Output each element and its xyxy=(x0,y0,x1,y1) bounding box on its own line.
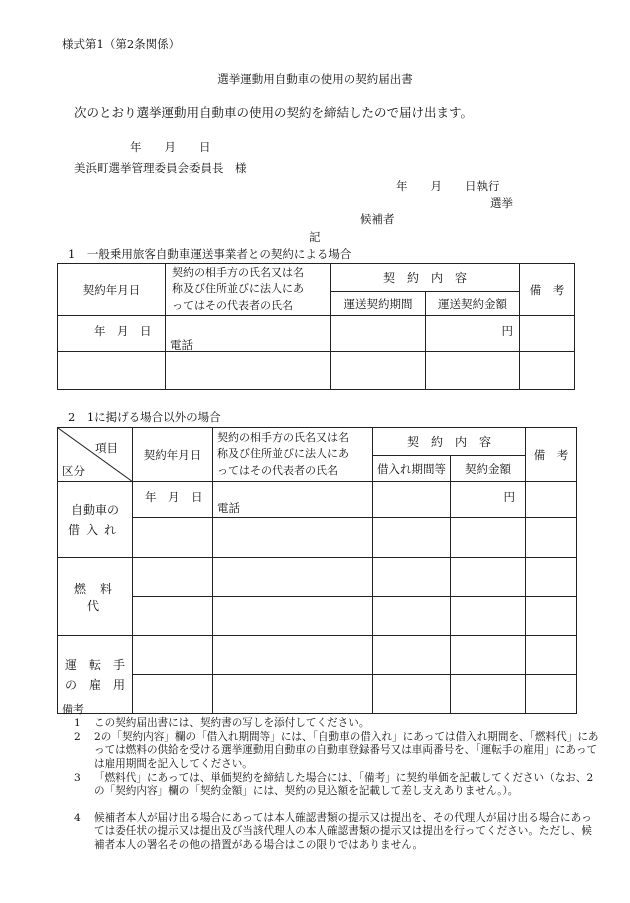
s1-row2-party[interactable] xyxy=(166,352,331,390)
s1-col-content: 契 約 内 容 xyxy=(331,264,520,292)
s1-row1-period[interactable] xyxy=(331,316,426,352)
s2-cat1-row2-amount[interactable] xyxy=(451,518,526,558)
s2-cat3-row2-date[interactable] xyxy=(133,675,213,714)
note-3: 3 「燃料代」にあっては、単価契約を締結した場合には、「備考」に契約単価を記載してください（なお、2の「契約内容」欄の「契約金額」には、契約の見込額を記載して差し支えありません。）。 xyxy=(74,772,594,798)
s1-col-party: 契約の相手方の氏名又は名 称及び住所並びに法人にあ ってはその代表者の氏名 xyxy=(166,264,331,316)
s1-phone-label: 電話 xyxy=(170,338,193,352)
s2-col-amount: 契約金額 xyxy=(451,456,526,482)
s2-cat3-row1-date[interactable] xyxy=(133,636,213,675)
s2-cat3-row2-period[interactable] xyxy=(373,675,451,714)
s1-col-date: 契約年月日 xyxy=(58,264,166,316)
s2-yen-label: 円 xyxy=(503,490,516,504)
s2-header-item: 項目 xyxy=(95,441,118,455)
s2-cat2-row1-period[interactable] xyxy=(373,558,451,597)
s2-cat1-row1-period[interactable] xyxy=(373,482,451,518)
s2-cat2-row1-amount[interactable] xyxy=(451,558,526,597)
s2-col-date: 契約年月日 xyxy=(133,428,213,482)
s2-cat3-row2-amount[interactable] xyxy=(451,675,526,714)
s1-row2-amount[interactable] xyxy=(426,352,520,390)
s1-col-amount: 運送契約金額 xyxy=(426,292,520,316)
s2-corner-cell xyxy=(58,428,133,482)
s1-row1-amount[interactable] xyxy=(426,316,520,352)
s1-yen-label: 円 xyxy=(501,324,514,338)
s2-cat2-row2-remarks[interactable] xyxy=(526,597,577,636)
election-name: 選挙 xyxy=(490,196,513,210)
s2-cat2-row1-party[interactable] xyxy=(213,558,373,597)
s2-cat2-row2-period[interactable] xyxy=(373,597,451,636)
s2-phone-label: 電話 xyxy=(217,501,240,515)
s2-cat1-row1-remarks[interactable] xyxy=(526,482,577,518)
section2-heading: 2 1に掲げる場合以外の場合 xyxy=(68,410,221,424)
s2-cat1-row2-party[interactable] xyxy=(213,518,373,558)
addressee: 美浜町選挙管理委員会委員長 様 xyxy=(74,161,247,175)
section1-heading: 1 一般乗用旅客自動車運送事業者との契約による場合 xyxy=(68,247,352,261)
s1-row1-party[interactable] xyxy=(166,316,331,352)
s2-cat2-row2-party[interactable] xyxy=(213,597,373,636)
s1-date-placeholder: 年 月 日 xyxy=(94,324,152,338)
s1-row2-date[interactable] xyxy=(58,352,166,390)
s2-cat-fuel: 燃料代 xyxy=(58,558,133,636)
s2-cat1-row1-party[interactable] xyxy=(213,482,373,518)
s2-cat-car-rental: 自動車の 借入れ xyxy=(58,482,133,558)
page-title: 選挙運動用自動車の使用の契約届出書 xyxy=(217,72,413,86)
s2-col-content: 契 約 内 容 xyxy=(373,428,526,456)
s2-col-period: 借入れ期間等 xyxy=(373,456,451,482)
s1-row2-remarks[interactable] xyxy=(520,352,575,390)
s1-row1-date[interactable] xyxy=(58,316,166,352)
s2-col-remarks: 備 考 xyxy=(526,428,577,482)
ki-label: 記 xyxy=(309,230,321,244)
s2-cat1-row2-remarks[interactable] xyxy=(526,518,577,558)
candidate-label: 候補者 xyxy=(360,212,395,226)
s2-cat2-row1-remarks[interactable] xyxy=(526,558,577,597)
s2-cat-driver: 運 転 手 の 雇 用 xyxy=(58,636,133,714)
s1-col-remarks: 備 考 xyxy=(520,264,575,316)
s2-cat3-row2-remarks[interactable] xyxy=(526,675,577,714)
note-1: 1 この契約届出書には、契約書の写しを添付してください。 xyxy=(74,717,370,729)
s2-cat3-row1-remarks[interactable] xyxy=(526,636,577,675)
submission-date: 年 月 日 xyxy=(130,140,211,154)
s1-row1-remarks[interactable] xyxy=(520,316,575,352)
intro-text: 次のとおり選挙運動用自動車の使用の契約を締結したので届け出ます。 xyxy=(74,105,474,120)
s1-row2-period[interactable] xyxy=(331,352,426,390)
s2-date-placeholder: 年 月 日 xyxy=(145,490,203,504)
s2-cat2-row2-amount[interactable] xyxy=(451,597,526,636)
section2-table xyxy=(57,427,577,714)
s2-cat3-row2-party[interactable] xyxy=(213,675,373,714)
s2-cat3-row1-amount[interactable] xyxy=(451,636,526,675)
s2-cat1-row2-period[interactable] xyxy=(373,518,451,558)
s2-col-party: 契約の相手方の氏名又は名 称及び住所並びに法人にあ ってはその代表者の氏名 xyxy=(213,428,373,482)
election-date: 年 月 日執行 xyxy=(396,179,500,193)
note-2: 2 2の「契約内容」欄の「借入れ期間等」には、「自動車の借入れ」にあっては借入れ期間を、「燃料代」にあっては燃料の供給を受ける選挙運動用自動車の自動車登録番号又は車両番号を、「運転手の雇用」にあっては雇用期間を記入してください。 xyxy=(74,731,599,770)
form-id: 様式第1（第2条関係） xyxy=(62,37,181,51)
s2-cat1-row1-amount[interactable] xyxy=(451,482,526,518)
s2-header-kubun: 区分 xyxy=(62,464,85,478)
s2-cat2-row2-date[interactable] xyxy=(133,597,213,636)
s2-cat1-row2-date[interactable] xyxy=(133,518,213,558)
s2-cat2-row1-date[interactable] xyxy=(133,558,213,597)
notes-heading: 備考 xyxy=(62,703,84,716)
note-4: 4 候補者本人が届け出る場合にあっては本人確認書類の提示又は提出を、その代理人が届け出る場合にあっては委任状の提示又は提出及び当該代理人の本人確認書類の提示又は提出を行ってください。ただし、候補者本人の署名その他の措置がある場合はこの限りではありません。 xyxy=(74,812,592,851)
s1-col-period: 運送契約期間 xyxy=(331,292,426,316)
section1-table xyxy=(57,263,575,390)
s2-cat3-row1-period[interactable] xyxy=(373,636,451,675)
s2-cat1-row1-date[interactable] xyxy=(133,482,213,518)
s2-cat3-row1-party[interactable] xyxy=(213,636,373,675)
